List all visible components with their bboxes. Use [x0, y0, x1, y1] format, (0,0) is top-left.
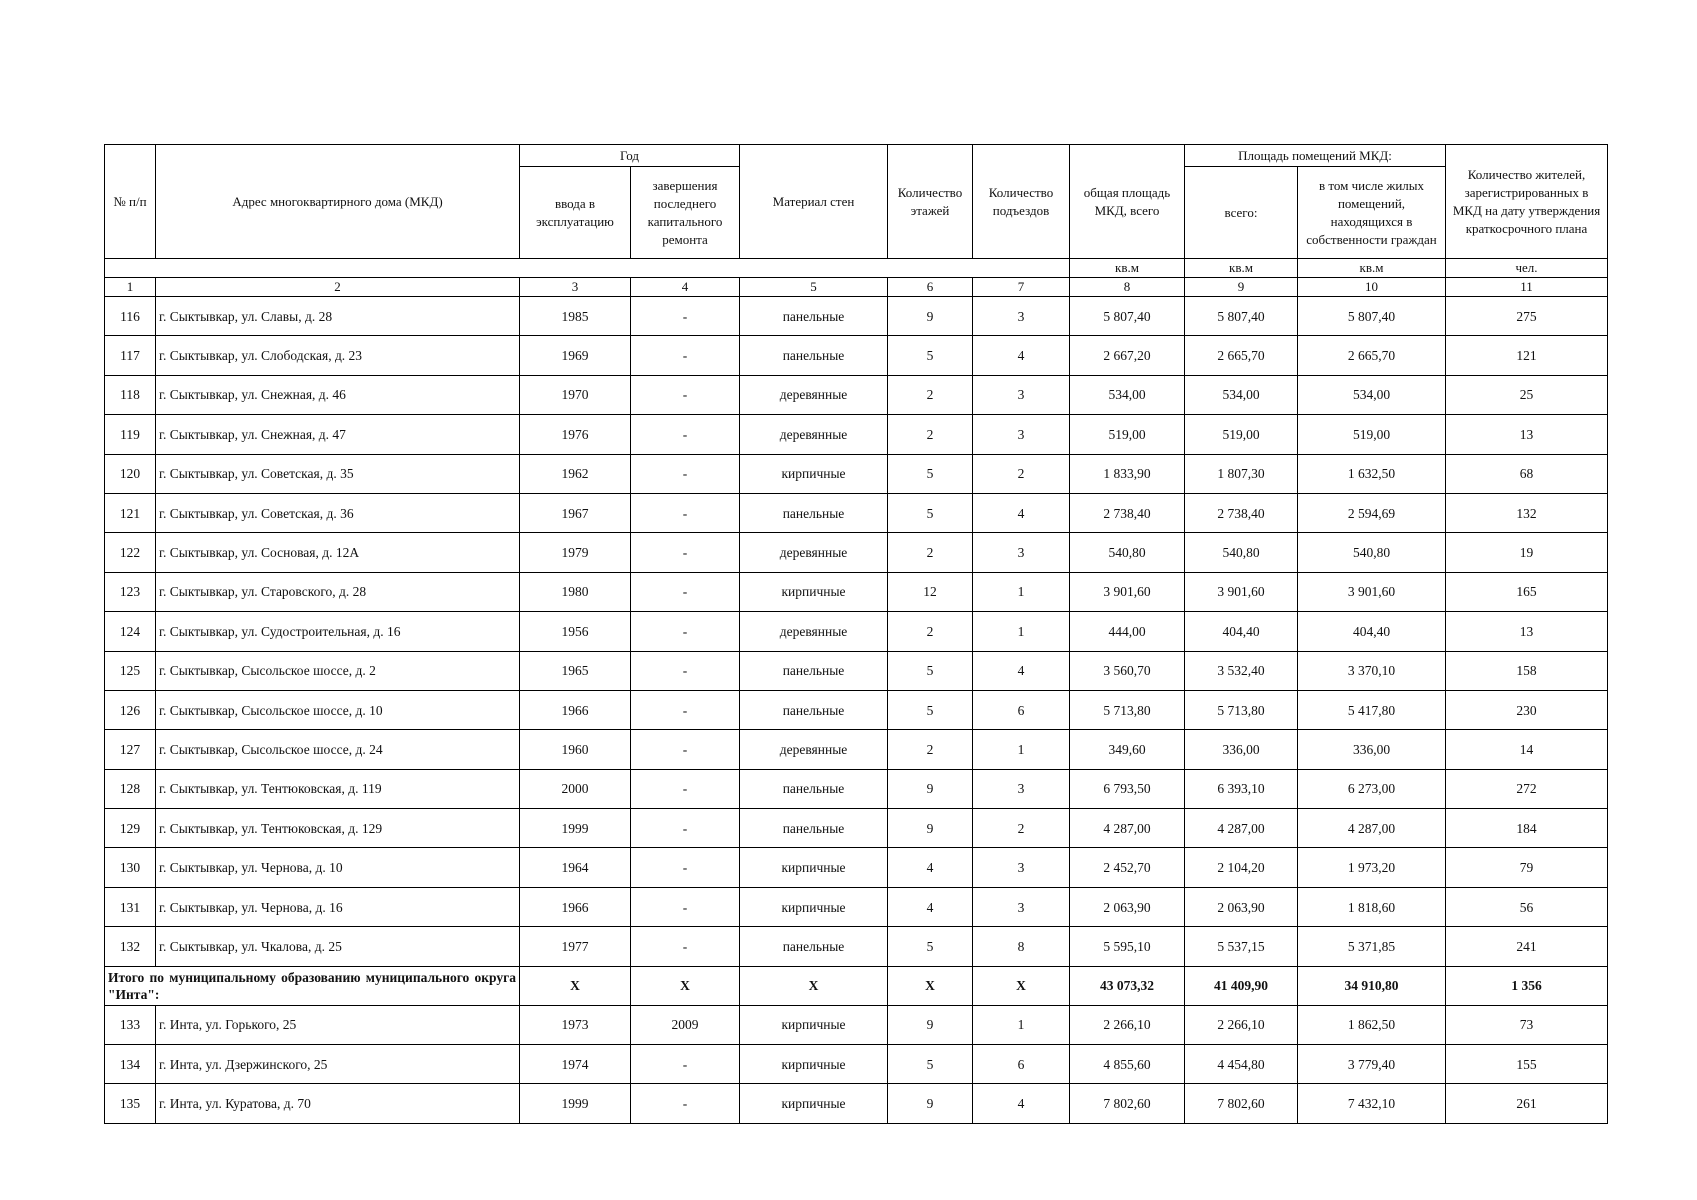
cell-floors: 2 — [888, 533, 973, 572]
cell-year-last-repair: - — [631, 454, 740, 493]
cell-num: 132 — [105, 927, 156, 966]
cell-entrances: 4 — [973, 493, 1070, 532]
cell-wall-material: деревянные — [740, 730, 888, 769]
cell-num: 133 — [105, 1005, 156, 1044]
cell-wall-material: панельные — [740, 297, 888, 336]
cell-year-commissioning: 1956 — [520, 612, 631, 651]
cell-residents: 272 — [1446, 769, 1608, 808]
table-row — [105, 612, 1608, 651]
column-number-10: 10 — [1298, 278, 1446, 297]
cell-total-area: 5 807,40 — [1070, 297, 1185, 336]
cell-residents: 68 — [1446, 454, 1608, 493]
cell-year-last-repair: - — [631, 887, 740, 926]
table-row — [105, 848, 1608, 887]
header-area-group: Площадь помещений МКД: — [1185, 145, 1446, 167]
cell-floors: 12 — [888, 572, 973, 611]
cell-total-area: 349,60 — [1070, 730, 1185, 769]
cell-total-area: 519,00 — [1070, 415, 1185, 454]
table-row — [105, 809, 1608, 848]
cell-total-area: 534,00 — [1070, 375, 1185, 414]
cell-wall-material: панельные — [740, 809, 888, 848]
cell-area-residential: 1 632,50 — [1298, 454, 1446, 493]
cell-residents: 56 — [1446, 887, 1608, 926]
cell-residents: 25 — [1446, 375, 1608, 414]
cell-entrances: 3 — [973, 887, 1070, 926]
cell-area-residential: 336,00 — [1298, 730, 1446, 769]
cell-area-residential: 534,00 — [1298, 375, 1446, 414]
total-total-area: 43 073,32 — [1070, 966, 1185, 1005]
cell-year-commissioning: 1977 — [520, 927, 631, 966]
cell-address: г. Инта, ул. Горького, 25 — [156, 1005, 520, 1044]
cell-num: 127 — [105, 730, 156, 769]
cell-entrances: 1 — [973, 1005, 1070, 1044]
cell-year-last-repair: - — [631, 336, 740, 375]
cell-entrances: 4 — [973, 336, 1070, 375]
cell-area-residential: 3 901,60 — [1298, 572, 1446, 611]
table-row — [105, 415, 1608, 454]
cell-area-all: 5 807,40 — [1185, 297, 1298, 336]
cell-wall-material: кирпичные — [740, 887, 888, 926]
column-number-7: 7 — [973, 278, 1070, 297]
cell-floors: 9 — [888, 1084, 973, 1123]
cell-floors: 9 — [888, 809, 973, 848]
cell-wall-material: деревянные — [740, 415, 888, 454]
cell-num: 122 — [105, 533, 156, 572]
table-body-inta — [105, 1005, 1608, 1123]
cell-area-all: 2 063,90 — [1185, 887, 1298, 926]
cell-address: г. Сыктывкар, Сысольское шоссе, д. 10 — [156, 690, 520, 729]
cell-year-commissioning: 1966 — [520, 690, 631, 729]
cell-total-area: 444,00 — [1070, 612, 1185, 651]
cell-total-area: 2 738,40 — [1070, 493, 1185, 532]
column-number-8: 8 — [1070, 278, 1185, 297]
cell-residents: 241 — [1446, 927, 1608, 966]
cell-wall-material: панельные — [740, 651, 888, 690]
cell-floors: 2 — [888, 375, 973, 414]
cell-total-area: 7 802,60 — [1070, 1084, 1185, 1123]
cell-year-commissioning: 1969 — [520, 336, 631, 375]
cell-wall-material: деревянные — [740, 612, 888, 651]
cell-year-last-repair: - — [631, 415, 740, 454]
header-total-area: общая площадь МКД, всего — [1070, 145, 1185, 259]
cell-year-commissioning: 1967 — [520, 493, 631, 532]
cell-area-all: 7 802,60 — [1185, 1084, 1298, 1123]
cell-wall-material: панельные — [740, 769, 888, 808]
cell-total-area: 540,80 — [1070, 533, 1185, 572]
cell-area-residential: 1 818,60 — [1298, 887, 1446, 926]
table-row — [105, 533, 1608, 572]
unit-area-residential: кв.м — [1298, 259, 1446, 278]
column-number-3: 3 — [520, 278, 631, 297]
cell-floors: 4 — [888, 848, 973, 887]
cell-floors: 5 — [888, 927, 973, 966]
cell-area-all: 2 738,40 — [1185, 493, 1298, 532]
cell-floors: 9 — [888, 1005, 973, 1044]
header-residents: Количество жителей, зарегистрированных в МКД на дату утверждения краткосрочного плана — [1446, 145, 1608, 259]
cell-year-commissioning: 2000 — [520, 769, 631, 808]
cell-area-all: 5 537,15 — [1185, 927, 1298, 966]
cell-area-all: 3 532,40 — [1185, 651, 1298, 690]
cell-area-residential: 519,00 — [1298, 415, 1446, 454]
header-year-group: Год — [520, 145, 740, 167]
cell-entrances: 3 — [973, 375, 1070, 414]
table-body-sykt — [105, 297, 1608, 967]
cell-total-area: 2 266,10 — [1070, 1005, 1185, 1044]
cell-residents: 261 — [1446, 1084, 1608, 1123]
cell-year-last-repair: - — [631, 1045, 740, 1084]
cell-residents: 155 — [1446, 1045, 1608, 1084]
cell-area-all: 540,80 — [1185, 533, 1298, 572]
cell-area-residential: 5 371,85 — [1298, 927, 1446, 966]
cell-area-all: 4 454,80 — [1185, 1045, 1298, 1084]
cell-entrances: 3 — [973, 848, 1070, 887]
cell-year-last-repair: - — [631, 297, 740, 336]
cell-total-area: 3 901,60 — [1070, 572, 1185, 611]
cell-num: 125 — [105, 651, 156, 690]
header-area-all: всего: — [1185, 167, 1298, 259]
table-row — [105, 375, 1608, 414]
cell-area-all: 2 665,70 — [1185, 336, 1298, 375]
total-year-commissioning: X — [520, 966, 631, 1005]
cell-num: 134 — [105, 1045, 156, 1084]
cell-entrances: 3 — [973, 297, 1070, 336]
cell-area-residential: 3 779,40 — [1298, 1045, 1446, 1084]
table-row — [105, 297, 1608, 336]
cell-entrances: 2 — [973, 809, 1070, 848]
cell-year-commissioning: 1970 — [520, 375, 631, 414]
header-unit-spacer — [105, 259, 1070, 278]
cell-entrances: 6 — [973, 690, 1070, 729]
cell-area-residential: 5 417,80 — [1298, 690, 1446, 729]
cell-num: 126 — [105, 690, 156, 729]
cell-area-all: 336,00 — [1185, 730, 1298, 769]
cell-year-commissioning: 1962 — [520, 454, 631, 493]
header-area-residential: в том числе жилых помещений, находящихся в собственности граждан — [1298, 167, 1446, 259]
cell-total-area: 4 287,00 — [1070, 809, 1185, 848]
cell-wall-material: панельные — [740, 336, 888, 375]
cell-year-commissioning: 1973 — [520, 1005, 631, 1044]
table-row — [105, 493, 1608, 532]
cell-wall-material: кирпичные — [740, 1005, 888, 1044]
cell-total-area: 5 595,10 — [1070, 927, 1185, 966]
cell-floors: 4 — [888, 887, 973, 926]
table-row — [105, 927, 1608, 966]
cell-area-residential: 7 432,10 — [1298, 1084, 1446, 1123]
cell-address: г. Сыктывкар, ул. Советская, д. 36 — [156, 493, 520, 532]
column-number-row — [105, 278, 1608, 297]
total-wall-material: X — [740, 966, 888, 1005]
header-address: Адрес многоквартирного дома (МКД) — [156, 145, 520, 259]
cell-entrances: 3 — [973, 769, 1070, 808]
cell-entrances: 1 — [973, 572, 1070, 611]
column-number-2: 2 — [156, 278, 520, 297]
cell-num: 116 — [105, 297, 156, 336]
cell-year-commissioning: 1965 — [520, 651, 631, 690]
cell-area-residential: 1 862,50 — [1298, 1005, 1446, 1044]
total-label: Итого по муниципальному образованию муниципального округа "Инта": — [105, 966, 520, 1005]
cell-year-commissioning: 1960 — [520, 730, 631, 769]
cell-num: 131 — [105, 887, 156, 926]
total-residents: 1 356 — [1446, 966, 1608, 1005]
cell-year-last-repair: - — [631, 533, 740, 572]
cell-year-commissioning: 1980 — [520, 572, 631, 611]
table-row — [105, 651, 1608, 690]
table-row — [105, 572, 1608, 611]
table-row — [105, 730, 1608, 769]
cell-year-last-repair: - — [631, 769, 740, 808]
total-year-last-repair: X — [631, 966, 740, 1005]
cell-total-area: 2 667,20 — [1070, 336, 1185, 375]
cell-residents: 230 — [1446, 690, 1608, 729]
cell-total-area: 6 793,50 — [1070, 769, 1185, 808]
cell-floors: 2 — [888, 730, 973, 769]
cell-wall-material: кирпичные — [740, 454, 888, 493]
cell-year-last-repair: 2009 — [631, 1005, 740, 1044]
cell-area-all: 3 901,60 — [1185, 572, 1298, 611]
cell-floors: 2 — [888, 415, 973, 454]
cell-num: 121 — [105, 493, 156, 532]
cell-num: 128 — [105, 769, 156, 808]
cell-residents: 13 — [1446, 612, 1608, 651]
cell-entrances: 2 — [973, 454, 1070, 493]
cell-wall-material: панельные — [740, 690, 888, 729]
cell-num: 130 — [105, 848, 156, 887]
cell-floors: 5 — [888, 454, 973, 493]
cell-area-all: 2 266,10 — [1185, 1005, 1298, 1044]
cell-year-commissioning: 1979 — [520, 533, 631, 572]
cell-area-all: 404,40 — [1185, 612, 1298, 651]
cell-entrances: 8 — [973, 927, 1070, 966]
cell-address: г. Сыктывкар, ул. Славы, д. 28 — [156, 297, 520, 336]
cell-year-last-repair: - — [631, 730, 740, 769]
cell-floors: 5 — [888, 1045, 973, 1084]
cell-year-commissioning: 1999 — [520, 809, 631, 848]
cell-area-all: 5 713,80 — [1185, 690, 1298, 729]
cell-address: г. Сыктывкар, ул. Чернова, д. 16 — [156, 887, 520, 926]
cell-address: г. Сыктывкар, ул. Чкалова, д. 25 — [156, 927, 520, 966]
cell-year-commissioning: 1974 — [520, 1045, 631, 1084]
cell-area-residential: 2 665,70 — [1298, 336, 1446, 375]
cell-entrances: 3 — [973, 415, 1070, 454]
cell-area-all: 4 287,00 — [1185, 809, 1298, 848]
cell-address: г. Сыктывкар, ул. Судостроительная, д. 16 — [156, 612, 520, 651]
cell-residents: 73 — [1446, 1005, 1608, 1044]
cell-floors: 9 — [888, 769, 973, 808]
cell-area-residential: 6 273,00 — [1298, 769, 1446, 808]
cell-address: г. Сыктывкар, ул. Слободская, д. 23 — [156, 336, 520, 375]
document-sheet — [104, 144, 1608, 1124]
table-row — [105, 769, 1608, 808]
cell-total-area: 5 713,80 — [1070, 690, 1185, 729]
column-number-1: 1 — [105, 278, 156, 297]
cell-wall-material: панельные — [740, 493, 888, 532]
cell-residents: 165 — [1446, 572, 1608, 611]
column-number-6: 6 — [888, 278, 973, 297]
table-total — [105, 966, 1608, 1005]
cell-floors: 5 — [888, 493, 973, 532]
cell-address: г. Инта, ул. Куратова, д. 70 — [156, 1084, 520, 1123]
table-row — [105, 887, 1608, 926]
cell-num: 120 — [105, 454, 156, 493]
cell-entrances: 6 — [973, 1045, 1070, 1084]
header-year-last-repair: завершения последнего капитального ремонта — [631, 167, 740, 259]
table-row — [105, 1084, 1608, 1123]
housing-register-table — [104, 144, 1608, 1124]
cell-address: г. Сыктывкар, ул. Снежная, д. 46 — [156, 375, 520, 414]
cell-year-last-repair: - — [631, 493, 740, 532]
cell-year-commissioning: 1976 — [520, 415, 631, 454]
cell-total-area: 3 560,70 — [1070, 651, 1185, 690]
table-row — [105, 454, 1608, 493]
column-number-5: 5 — [740, 278, 888, 297]
table-row — [105, 336, 1608, 375]
cell-year-last-repair: - — [631, 927, 740, 966]
cell-floors: 9 — [888, 297, 973, 336]
cell-entrances: 1 — [973, 612, 1070, 651]
cell-num: 135 — [105, 1084, 156, 1123]
unit-area-all: кв.м — [1185, 259, 1298, 278]
cell-floors: 5 — [888, 336, 973, 375]
cell-year-commissioning: 1964 — [520, 848, 631, 887]
cell-wall-material: кирпичные — [740, 1084, 888, 1123]
cell-area-all: 6 393,10 — [1185, 769, 1298, 808]
cell-year-last-repair: - — [631, 848, 740, 887]
cell-year-last-repair: - — [631, 612, 740, 651]
total-row — [105, 966, 1608, 1005]
cell-area-residential: 1 973,20 — [1298, 848, 1446, 887]
cell-wall-material: деревянные — [740, 375, 888, 414]
cell-wall-material: кирпичные — [740, 848, 888, 887]
cell-area-residential: 5 807,40 — [1298, 297, 1446, 336]
cell-year-commissioning: 1985 — [520, 297, 631, 336]
cell-address: г. Сыктывкар, ул. Снежная, д. 47 — [156, 415, 520, 454]
cell-total-area: 2 452,70 — [1070, 848, 1185, 887]
cell-year-last-repair: - — [631, 651, 740, 690]
cell-num: 118 — [105, 375, 156, 414]
cell-year-last-repair: - — [631, 1084, 740, 1123]
cell-total-area: 4 855,60 — [1070, 1045, 1185, 1084]
cell-wall-material: кирпичные — [740, 1045, 888, 1084]
cell-address: г. Сыктывкар, ул. Старовского, д. 28 — [156, 572, 520, 611]
cell-address: г. Сыктывкар, ул. Тентюковская, д. 119 — [156, 769, 520, 808]
cell-total-area: 1 833,90 — [1070, 454, 1185, 493]
cell-residents: 275 — [1446, 297, 1608, 336]
cell-residents: 79 — [1446, 848, 1608, 887]
cell-num: 129 — [105, 809, 156, 848]
cell-year-last-repair: - — [631, 375, 740, 414]
cell-floors: 5 — [888, 651, 973, 690]
cell-address: г. Сыктывкар, ул. Сосновая, д. 12А — [156, 533, 520, 572]
cell-residents: 14 — [1446, 730, 1608, 769]
cell-num: 123 — [105, 572, 156, 611]
cell-year-last-repair: - — [631, 690, 740, 729]
cell-entrances: 3 — [973, 533, 1070, 572]
cell-area-residential: 3 370,10 — [1298, 651, 1446, 690]
cell-address: г. Инта, ул. Дзержинского, 25 — [156, 1045, 520, 1084]
header-num: № п/п — [105, 145, 156, 259]
cell-area-residential: 540,80 — [1298, 533, 1446, 572]
cell-entrances: 1 — [973, 730, 1070, 769]
cell-num: 124 — [105, 612, 156, 651]
cell-num: 117 — [105, 336, 156, 375]
cell-area-all: 2 104,20 — [1185, 848, 1298, 887]
total-area-all: 41 409,90 — [1185, 966, 1298, 1005]
table-header — [105, 145, 1608, 297]
cell-entrances: 4 — [973, 651, 1070, 690]
cell-residents: 132 — [1446, 493, 1608, 532]
cell-residents: 121 — [1446, 336, 1608, 375]
header-wall-material: Материал стен — [740, 145, 888, 259]
cell-area-residential: 404,40 — [1298, 612, 1446, 651]
column-number-4: 4 — [631, 278, 740, 297]
cell-floors: 5 — [888, 690, 973, 729]
total-area-residential: 34 910,80 — [1298, 966, 1446, 1005]
cell-year-last-repair: - — [631, 809, 740, 848]
cell-entrances: 4 — [973, 1084, 1070, 1123]
header-year-commissioning: ввода в эксплуатацию — [520, 167, 631, 259]
cell-year-last-repair: - — [631, 572, 740, 611]
cell-address: г. Сыктывкар, Сысольское шоссе, д. 2 — [156, 651, 520, 690]
column-number-9: 9 — [1185, 278, 1298, 297]
cell-total-area: 2 063,90 — [1070, 887, 1185, 926]
cell-year-commissioning: 1966 — [520, 887, 631, 926]
cell-residents: 13 — [1446, 415, 1608, 454]
header-floors: Количество этажей — [888, 145, 973, 259]
cell-area-residential: 2 594,69 — [1298, 493, 1446, 532]
cell-address: г. Сыктывкар, ул. Советская, д. 35 — [156, 454, 520, 493]
cell-address: г. Сыктывкар, ул. Чернова, д. 10 — [156, 848, 520, 887]
cell-residents: 184 — [1446, 809, 1608, 848]
cell-area-all: 519,00 — [1185, 415, 1298, 454]
header-entrances: Количество подъездов — [973, 145, 1070, 259]
total-floors: X — [888, 966, 973, 1005]
total-entrances: X — [973, 966, 1070, 1005]
cell-residents: 158 — [1446, 651, 1608, 690]
cell-wall-material: панельные — [740, 927, 888, 966]
table-row — [105, 1045, 1608, 1084]
cell-area-all: 534,00 — [1185, 375, 1298, 414]
cell-residents: 19 — [1446, 533, 1608, 572]
cell-address: г. Сыктывкар, Сысольское шоссе, д. 24 — [156, 730, 520, 769]
cell-wall-material: кирпичные — [740, 572, 888, 611]
cell-year-commissioning: 1999 — [520, 1084, 631, 1123]
cell-address: г. Сыктывкар, ул. Тентюковская, д. 129 — [156, 809, 520, 848]
unit-total-area: кв.м — [1070, 259, 1185, 278]
cell-area-residential: 4 287,00 — [1298, 809, 1446, 848]
table-row — [105, 690, 1608, 729]
cell-area-all: 1 807,30 — [1185, 454, 1298, 493]
cell-wall-material: деревянные — [740, 533, 888, 572]
cell-floors: 2 — [888, 612, 973, 651]
table-row — [105, 1005, 1608, 1044]
unit-residents: чел. — [1446, 259, 1608, 278]
cell-num: 119 — [105, 415, 156, 454]
column-number-11: 11 — [1446, 278, 1608, 297]
